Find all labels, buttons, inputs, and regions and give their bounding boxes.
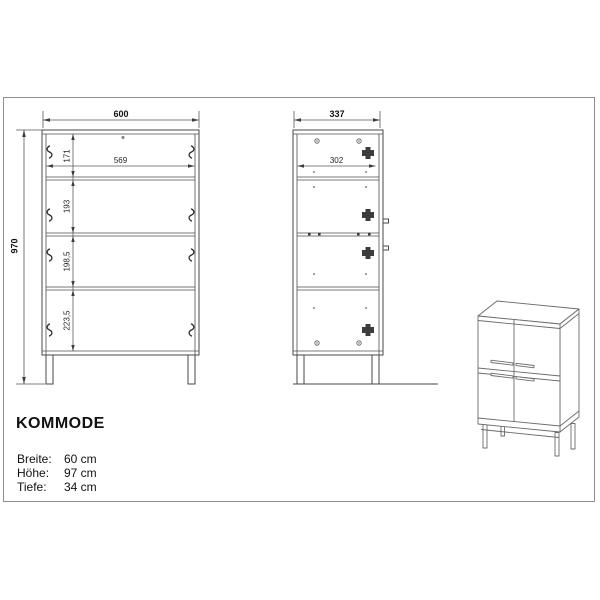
side-view — [293, 130, 438, 384]
spec-row — [17, 466, 97, 480]
spec-label: Tiefe: — [17, 480, 47, 494]
dim-section-3-label: 198,5 — [62, 251, 72, 272]
dim-front-height — [10, 130, 46, 384]
screw-icon — [315, 341, 319, 345]
spec-value: 34 cm — [64, 480, 97, 494]
spec-label: Höhe: — [17, 466, 50, 480]
perspective-view — [478, 301, 579, 456]
dim-front-width-label: 600 — [113, 109, 129, 119]
dim-section-2-label: 193 — [62, 199, 72, 214]
dim-side-depth — [294, 109, 380, 128]
hole-marker — [121, 136, 124, 139]
dim-side-interior-depth-label: 302 — [329, 156, 344, 165]
dim-front-height-label: 970 — [9, 238, 20, 254]
dim-side-depth-label: 337 — [329, 109, 345, 119]
perspective-leg-back-right — [571, 424, 575, 450]
spec-value: 97 cm — [64, 466, 97, 480]
side-leg-left — [297, 355, 304, 384]
dim-front-interior-width-label: 569 — [113, 156, 128, 165]
handle-icon — [383, 246, 389, 250]
front-leg-left — [46, 355, 53, 384]
screw-icon — [357, 341, 361, 345]
handle-icon — [383, 219, 389, 223]
dim-section-4-label: 223,5 — [62, 310, 72, 331]
dim-front-width — [43, 109, 199, 128]
perspective-leg-front-right — [555, 433, 559, 457]
perspective-leg-front-left — [483, 425, 487, 449]
dim-section-1-label: 171 — [62, 149, 72, 163]
screw-icon — [357, 139, 361, 143]
spec-row — [17, 452, 97, 466]
front-leg-right — [188, 355, 195, 384]
screw-icon — [315, 139, 319, 143]
product-title: KOMMODE — [16, 415, 105, 432]
side-leg-right — [372, 355, 379, 384]
spec-label: Breite: — [17, 452, 52, 466]
spec-value: 60 cm — [64, 452, 97, 466]
spec-table — [17, 452, 97, 494]
spec-row — [17, 480, 97, 494]
